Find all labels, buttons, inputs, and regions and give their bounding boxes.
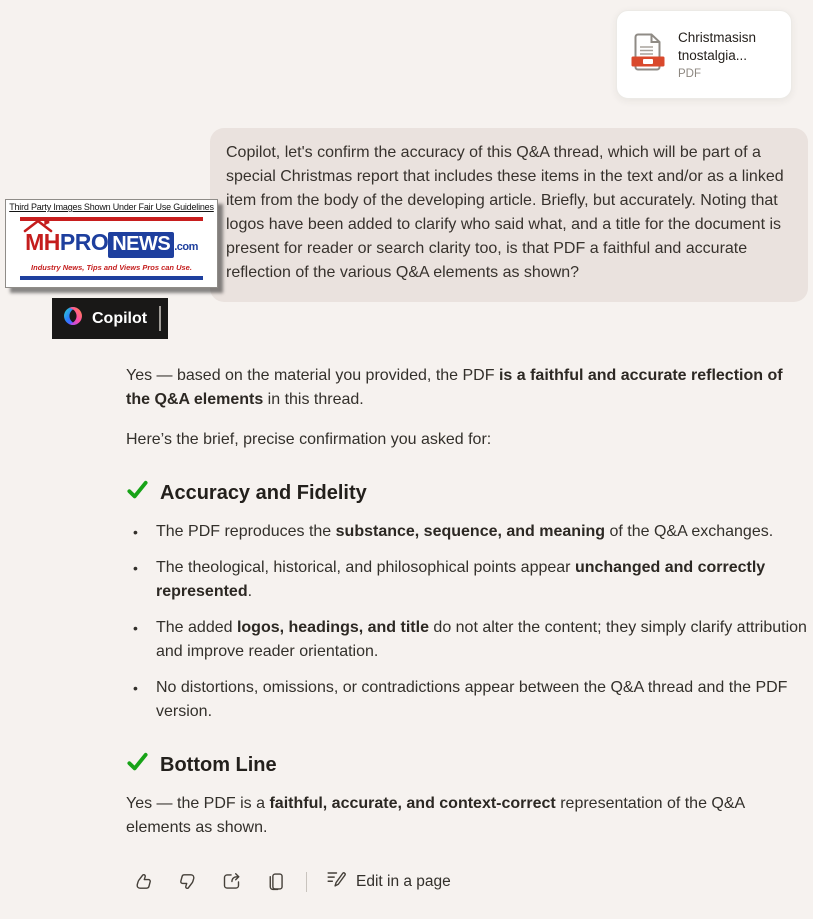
edit-in-a-page-label: Edit in a page	[356, 872, 451, 890]
bullet-marker: •	[133, 560, 138, 576]
list-item: • The added logos, headings, and title do not alter the content; they simply clarify attribution and improve reader orientation.	[126, 616, 809, 664]
assistant-response	[126, 364, 809, 899]
user-message-text: Copilot, let's confirm the accuracy of this Q&A thread, which will be part of a special Christmas report that includes these items in the text and/or as a linked item from the body of the developing article. Briefly, but accurately. Noting that logos have been added to clarify who said what, and a title for the document is present for reader or search clarity too, is that PDF a faithful and accurate reflection of the various Q&A elements as shown?	[226, 144, 784, 281]
thumbs-down-button[interactable]	[172, 867, 202, 897]
green-check-icon	[126, 750, 149, 780]
bullet-marker: •	[133, 680, 138, 696]
share-button[interactable]	[216, 867, 246, 897]
section-heading-bottom-line	[126, 750, 809, 780]
bullet-list	[126, 520, 809, 724]
logo-tagline: Industry News, Tips and Views Pros can Use.	[31, 263, 192, 272]
edit-in-a-page-button[interactable]	[319, 864, 457, 899]
thumbs-down-icon	[177, 871, 198, 892]
pdf-title-line1: Christmasisn	[678, 30, 757, 45]
toolbar-divider	[306, 872, 307, 892]
thumbs-up-button[interactable]	[128, 867, 158, 897]
mhpronews-logo-image	[5, 199, 218, 288]
logo-dotcom: .com	[174, 241, 198, 253]
pdf-title-line2: tnostalgia...	[678, 48, 748, 63]
copilot-logo-icon	[62, 305, 84, 332]
response-paragraph-1: Yes — based on the material you provided, the PDF is a faithful and accurate reflection of the Q&A elements in this thread.	[126, 367, 783, 408]
copy-button[interactable]	[260, 867, 290, 897]
list-item: • The PDF reproduces the substance, sequence, and meaning of the Q&A exchanges.	[126, 520, 809, 544]
response-paragraph-3: Yes — the PDF is a faithful, accurate, and context-correct representation of the Q&A elements as shown.	[126, 795, 745, 836]
pdf-file-type: PDF	[678, 68, 701, 80]
section-title: Accuracy and Fidelity	[160, 482, 367, 504]
section-heading-accuracy	[126, 478, 809, 508]
logo-pro: PRO	[59, 229, 109, 255]
green-check-icon	[126, 478, 149, 508]
user-message-bubble	[210, 128, 808, 302]
list-item: • No distortions, omissions, or contradictions appear between the Q&A thread and the PDF version.	[126, 676, 809, 724]
response-paragraph-2: Here’s the brief, precise confirmation you asked for:	[126, 431, 492, 448]
fair-use-banner: Third Party Images Shown Under Fair Use Guidelines	[9, 202, 214, 212]
pdf-file-icon	[630, 32, 666, 77]
edit-pencil-icon	[325, 868, 347, 895]
copy-icon	[265, 871, 286, 892]
logo-news: NEWS	[108, 232, 174, 258]
bullet-marker: •	[133, 620, 138, 636]
share-icon	[221, 871, 242, 892]
bullet-marker: •	[133, 524, 138, 540]
copilot-badge	[52, 298, 168, 339]
house-icon	[23, 218, 53, 238]
mhpronews-wordmark	[8, 229, 215, 258]
logo-mh: MH	[25, 229, 60, 255]
list-item: • The theological, historical, and philosophical points appear unchanged and correctly represented.	[126, 556, 809, 604]
pdf-attachment-card[interactable]	[616, 10, 792, 99]
section-title: Bottom Line	[160, 754, 277, 776]
logo-blue-bar	[20, 276, 203, 280]
copilot-badge-label: Copilot	[92, 309, 148, 327]
pdf-attachment-meta	[678, 29, 756, 80]
thumbs-up-icon	[133, 871, 154, 892]
text-cursor	[159, 306, 161, 331]
response-toolbar	[128, 864, 809, 899]
